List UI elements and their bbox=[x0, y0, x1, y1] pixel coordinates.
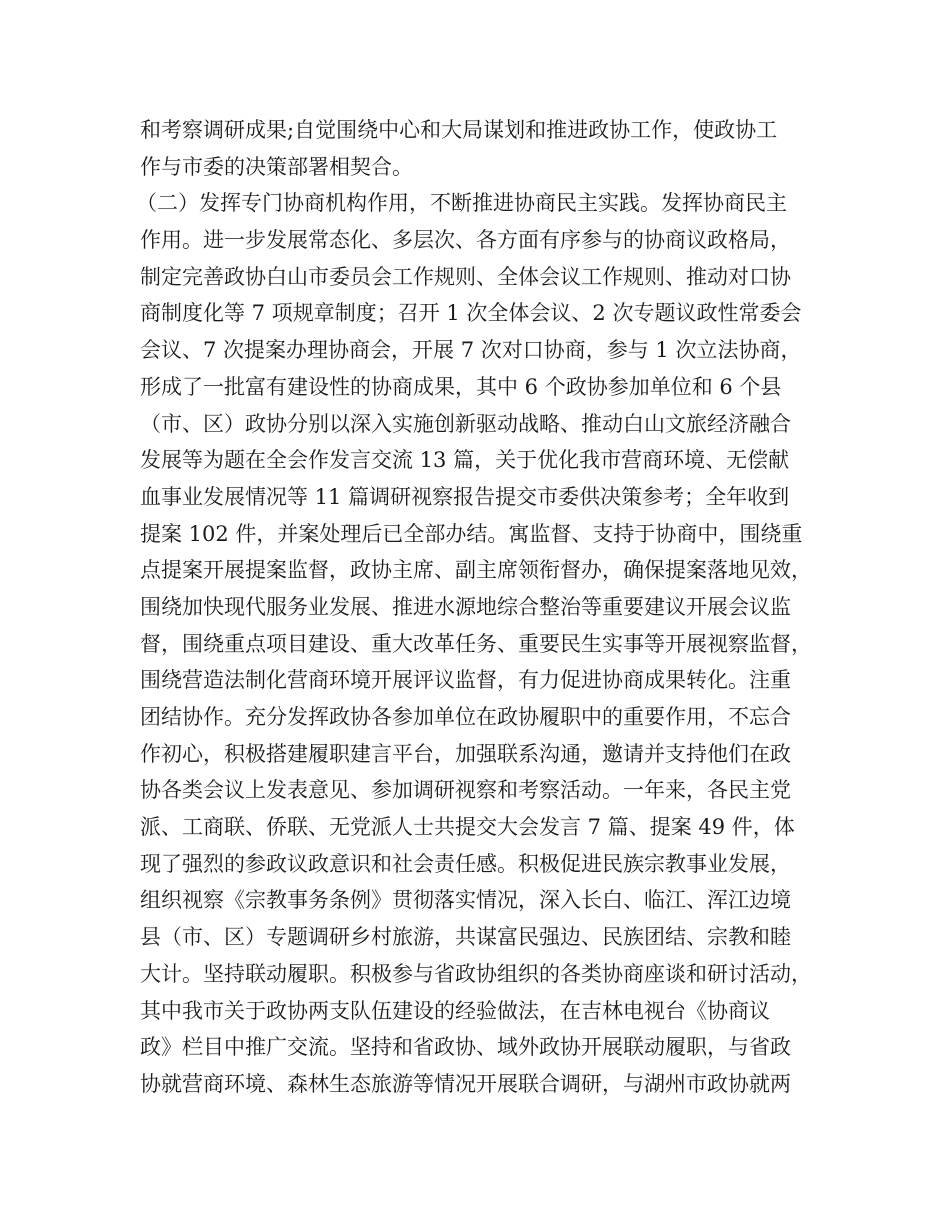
text-line: 政》栏目中推广交流。坚持和省政协、域外政协开展联动履职，与省政 bbox=[140, 1035, 791, 1060]
text-line: 发展等为题在全会作发言交流 13 篇，关于优化我市营商环境、无偿献 bbox=[140, 448, 790, 473]
text-line: 提案 102 件，并案处理后已全部办结。寓监督、支持于协商中，围绕重 bbox=[140, 521, 803, 546]
text-line: 协就营商环境、森林生态旅游等情况开展联合调研，与湖州市政协就两 bbox=[140, 1071, 791, 1096]
text-line: 督，围绕重点项目建设、重大改革任务、重要民生实事等开展视察监督， bbox=[140, 631, 812, 656]
text-line: 制定完善政协白山市委员会工作规则、全体会议工作规则、推动对口协 bbox=[140, 264, 791, 289]
text-line: 围绕营造法制化营商环境开展评议监督，有力促进协商成果转化。注重 bbox=[140, 668, 791, 693]
text-line: 作与市委的决策部署相契合。 bbox=[140, 154, 413, 179]
body-text bbox=[136, 112, 830, 1103]
text-line: 作初心，积极搭建履职建言平台，加强联系沟通，邀请并支持他们在政 bbox=[140, 741, 791, 766]
text-line: 组织视察《宗教事务条例》贯彻落实情况，深入长白、临江、浑江边境 bbox=[140, 888, 791, 913]
text-line: 围绕加快现代服务业发展、推进水源地综合整治等重要建议开展会议监 bbox=[140, 594, 791, 619]
text-line: （市、区）政协分别以深入实施创新驱动战略、推动白山文旅经济融合 bbox=[140, 411, 791, 436]
text-line: 协各类会议上发表意见、参加调研视察和考察活动。一年来，各民主党 bbox=[140, 778, 791, 803]
text-line: 商制度化等 7 项规章制度；召开 1 次全体会议、2 次专题议政性常委会 bbox=[140, 301, 802, 326]
text-line: 会议、7 次提案办理协商会，开展 7 次对口协商，参与 1 次立法协商， bbox=[140, 338, 802, 363]
text-line: 形成了一批富有建设性的协商成果，其中 6 个政协参加单位和 6 个县 bbox=[140, 374, 782, 399]
text-line: 现了强烈的参政议政意识和社会责任感。积极促进民族宗教事业发展， bbox=[140, 851, 791, 876]
text-line: 派、工商联、侨联、无党派人士共提交大会发言 7 篇、提案 49 件，体 bbox=[140, 815, 795, 840]
text-line: 县（市、区）专题调研乡村旅游，共谋富民强边、民族团结、宗教和睦 bbox=[140, 925, 791, 950]
text-line: 和考察调研成果;自觉围绕中心和大局谋划和推进政协工作，使政协工 bbox=[140, 118, 778, 142]
text-line: 其中我市关于政协两支队伍建设的经验做法，在吉林电视台《协商议 bbox=[140, 998, 770, 1023]
text-line: 点提案开展提案监督，政协主席、副主席领衔督办，确保提案落地见效， bbox=[140, 558, 812, 583]
text-line: 大计。坚持联动履职。积极参与省政协组织的各类协商座谈和研讨活动， bbox=[140, 961, 812, 986]
text-line: 团结协作。充分发挥政协各参加单位在政协履职中的重要作用，不忘合 bbox=[140, 705, 791, 729]
section-heading-line: （二）发挥专门协商机构作用，不断推进协商民主实践。发挥协商民主 bbox=[136, 191, 787, 216]
text-line: 血事业发展情况等 11 篇调研视察报告提交市委供决策参考；全年收到 bbox=[140, 484, 790, 509]
text-line: 作用。进一步发展常态化、多层次、各方面有序参与的协商议政格局， bbox=[140, 228, 791, 253]
